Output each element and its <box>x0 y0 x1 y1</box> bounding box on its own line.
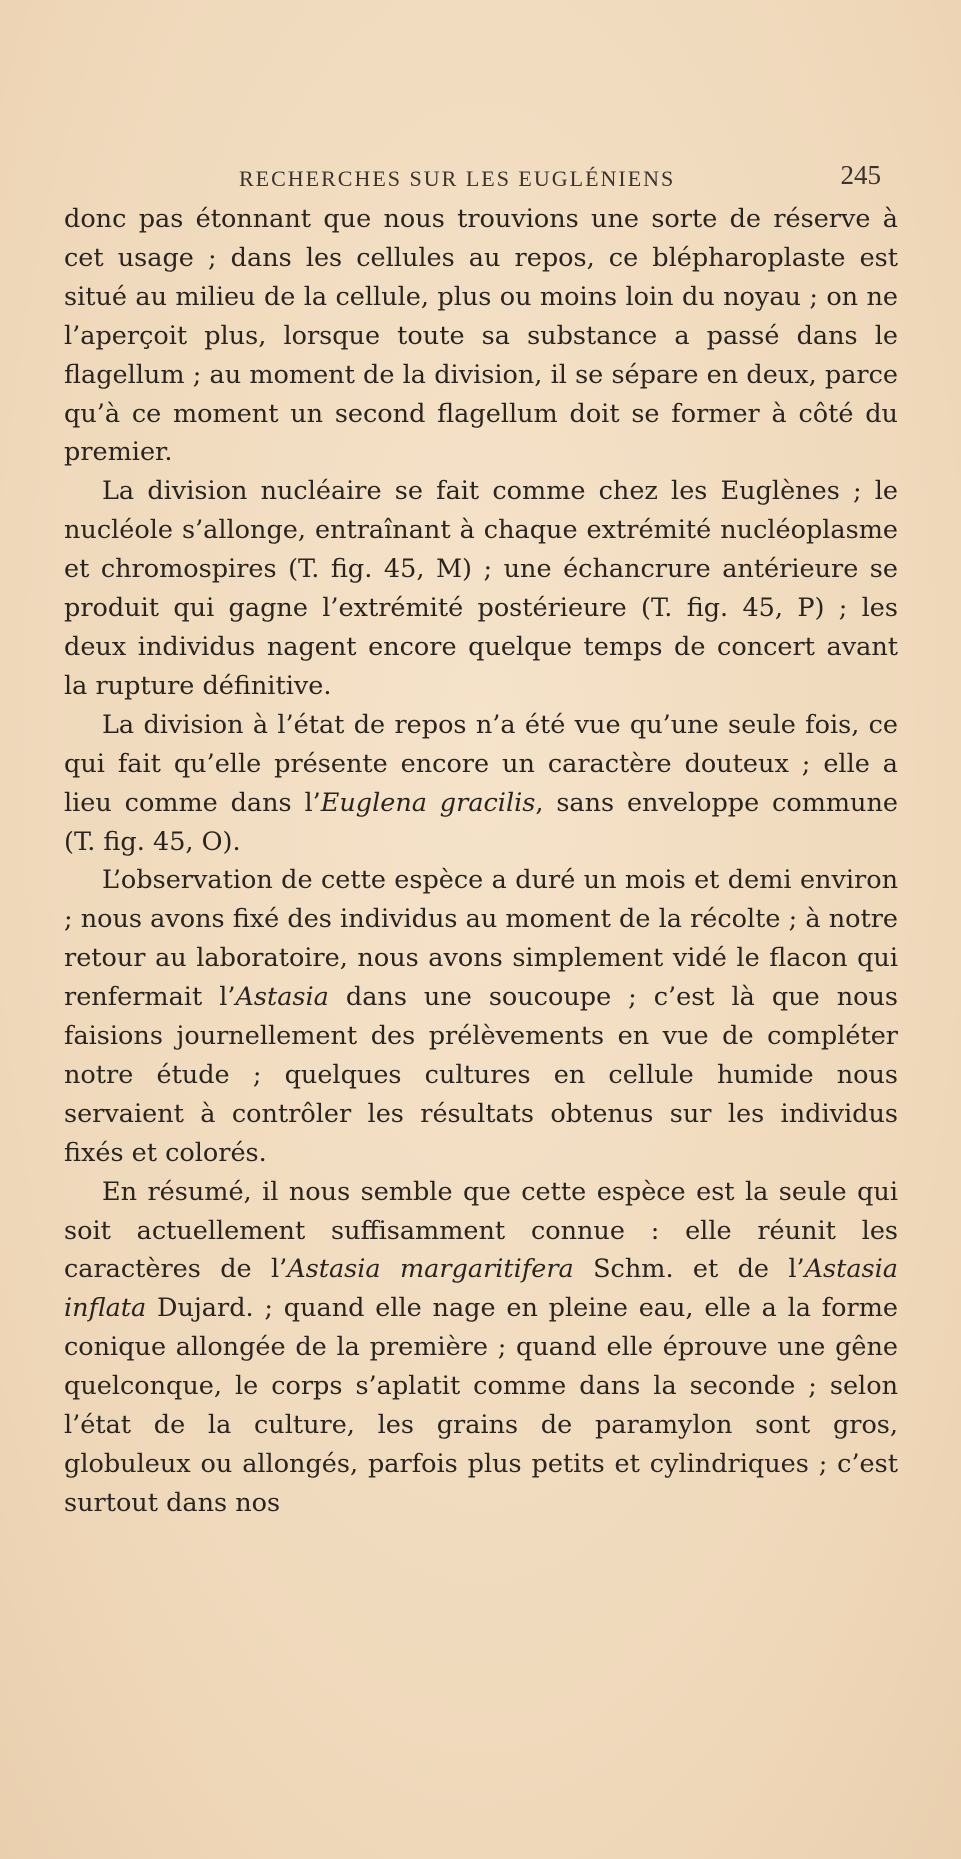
running-head-title: RECHERCHES SUR LES EUGLÉNIENS <box>239 166 676 191</box>
text-run: La division à l’état de repos n’a été vue qu’une seule fois, ce qui fait qu’elle présente encore un caractère douteux ; elle a lieu comme dans l’ <box>64 709 898 818</box>
text-run: La division nucléaire se fait comme chez les Euglènes ; le nucléole s’allonge, entraînant à chaque extrémité nucléoplasme et chromospires (T. fig. 45, M) ; une échancrure antérieure se produit qui gagne l’extrémité postérieure (T. fig. 45, P) ; les deux individus nagent encore quelque temps de concert avant la rupture définitive. <box>64 476 898 701</box>
italic-taxon: Astasia <box>235 982 329 1013</box>
text-run: En résumé, il nous semble que cette espèce est la seule qui soit actuellement suffisamment connue : elle réunit les caractères de l’ <box>64 1176 898 1285</box>
text-run: , sans enveloppe commune (T. fig. 45, O). <box>64 787 898 857</box>
italic-taxon: Astasia inflata <box>64 1254 898 1324</box>
italic-taxon: Euglena gracilis <box>320 787 536 818</box>
paragraph-1 <box>64 200 898 472</box>
running-head <box>64 160 881 200</box>
text-run: donc pas étonnant que nous trouvions une sorte de réserve à cet usage ; dans les cellules au repos, ce blépharoplaste est situé au milieu de la cellule, plus ou moins loin du noyau ; on ne l’aperçoit plus, lorsque toute sa substance a passé dans le flagellum ; au moment de la division, il se sépare en deux, parce qu’à ce moment un second flagellum doit se former à côté du premier. <box>64 204 898 468</box>
italic-taxon: Astasia margaritifera <box>287 1254 574 1285</box>
text-run: Dujard. ; quand elle nage en pleine eau, elle a la forme conique allongée de la première ; quand elle éprouve une gêne quelconque, le corps s’aplatit comme dans la seconde ; selon l’état de la culture, les grains de paramylon sont gros, globuleux ou allongés, parfois plus petits et cylindriques ; c’est surtout dans nos <box>64 1293 898 1518</box>
page-number: 245 <box>840 160 881 190</box>
paragraph-4 <box>64 861 898 1172</box>
body-text <box>64 200 898 1523</box>
paragraph-5 <box>64 1173 898 1523</box>
paragraph-3 <box>64 706 898 862</box>
text-run: dans une soucoupe ; c’est là que nous faisions journellement des prélèvements en vue de compléter notre étude ; quelques cultures en cellule humide nous servaient à contrôler les résultats obtenus sur les individus fixés et colorés. <box>64 982 898 1168</box>
text-run: Schm. et de l’ <box>573 1254 805 1285</box>
paragraph-2 <box>64 472 898 705</box>
text-run: L’observation de cette espèce a duré un mois et demi environ ; nous avons fixé des individus au moment de la récolte ; à notre retour au laboratoire, nous avons simplement vidé le flacon qui renfermait l’ <box>64 865 898 1013</box>
